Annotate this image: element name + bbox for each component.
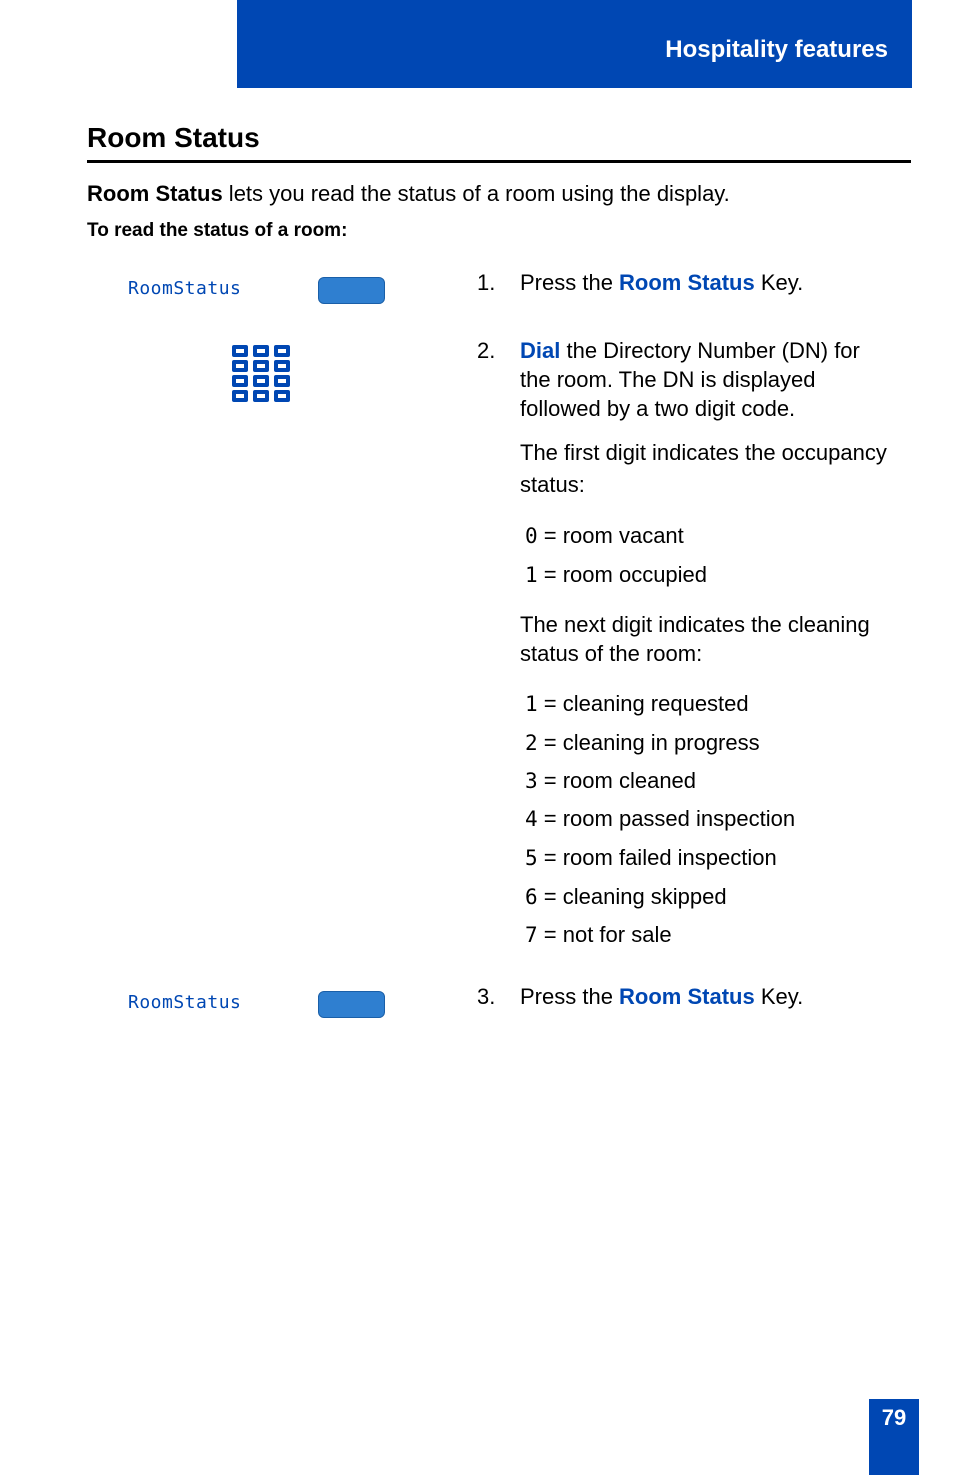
occupancy-item <box>525 523 684 549</box>
code-digit: 1 <box>525 692 538 716</box>
header-band <box>237 0 912 88</box>
step-number: 2. <box>477 338 496 363</box>
cleaning-item <box>525 768 696 794</box>
step-text-post: the Directory Number (DN) for the room. The DN is displayed followed by a two digit code. <box>520 338 860 421</box>
cleaning-item <box>525 691 749 717</box>
step-text <box>520 982 910 1011</box>
code-digit: 0 <box>525 524 538 548</box>
cleaning-item <box>525 922 672 948</box>
occupancy-item <box>525 562 707 588</box>
step-text-post: Key. <box>754 984 804 1009</box>
code-digit: 3 <box>525 769 538 793</box>
title-divider <box>87 160 911 163</box>
occupancy-intro: The first digit indicates the occupancy status: <box>520 440 887 497</box>
keypad-icon <box>231 344 291 404</box>
step-text-pre: Press the <box>520 984 620 1009</box>
step-text <box>520 268 910 297</box>
code-meaning: = room failed inspection <box>537 845 777 870</box>
code-meaning: = cleaning requested <box>537 691 749 716</box>
page-number-box <box>869 1399 919 1475</box>
room-status-key-label: Room Status <box>619 270 755 295</box>
step-number: 1. <box>477 270 496 295</box>
code-meaning: = room vacant <box>537 523 684 548</box>
room-status-softkey-button[interactable] <box>318 991 385 1018</box>
step-text-pre: Press the <box>520 270 620 295</box>
procedure-subheading: To read the status of a room: <box>87 220 348 241</box>
code-meaning: = not for sale <box>537 922 672 947</box>
cleaning-item <box>525 884 727 910</box>
intro-text: lets you read the status of a room using the display. <box>222 181 730 206</box>
step-text-post: Key. <box>754 270 804 295</box>
code-meaning: = cleaning skipped <box>537 884 727 909</box>
section-title: Hospitality features <box>665 36 888 63</box>
cleaning-item <box>525 845 777 871</box>
softkey-label: RoomStatus <box>128 278 242 299</box>
page-title: Room Status <box>87 122 260 153</box>
cleaning-item <box>525 730 760 756</box>
code-digit: 2 <box>525 731 538 755</box>
softkey-label: RoomStatus <box>128 992 242 1013</box>
code-digit: 5 <box>525 846 538 870</box>
intro-bold: Room Status <box>87 181 223 206</box>
code-meaning: = room passed inspection <box>537 806 796 831</box>
cleaning-intro: The next digit indicates the cleaning status of the room: <box>520 612 870 666</box>
room-status-key-label: Room Status <box>619 984 755 1009</box>
code-meaning: = room occupied <box>537 562 708 587</box>
code-digit: 6 <box>525 885 538 909</box>
code-digit: 1 <box>525 563 538 587</box>
intro-paragraph <box>87 181 730 207</box>
code-digit: 7 <box>525 923 538 947</box>
code-digit: 4 <box>525 807 538 831</box>
cleaning-item <box>525 806 795 832</box>
dial-keyword: Dial <box>520 338 561 363</box>
code-meaning: = cleaning in progress <box>537 730 760 755</box>
step-text <box>520 336 890 423</box>
code-meaning: = room cleaned <box>537 768 697 793</box>
room-status-softkey-button[interactable] <box>318 277 385 304</box>
step-number: 3. <box>477 984 496 1009</box>
page-number: 79 <box>881 1405 907 1430</box>
